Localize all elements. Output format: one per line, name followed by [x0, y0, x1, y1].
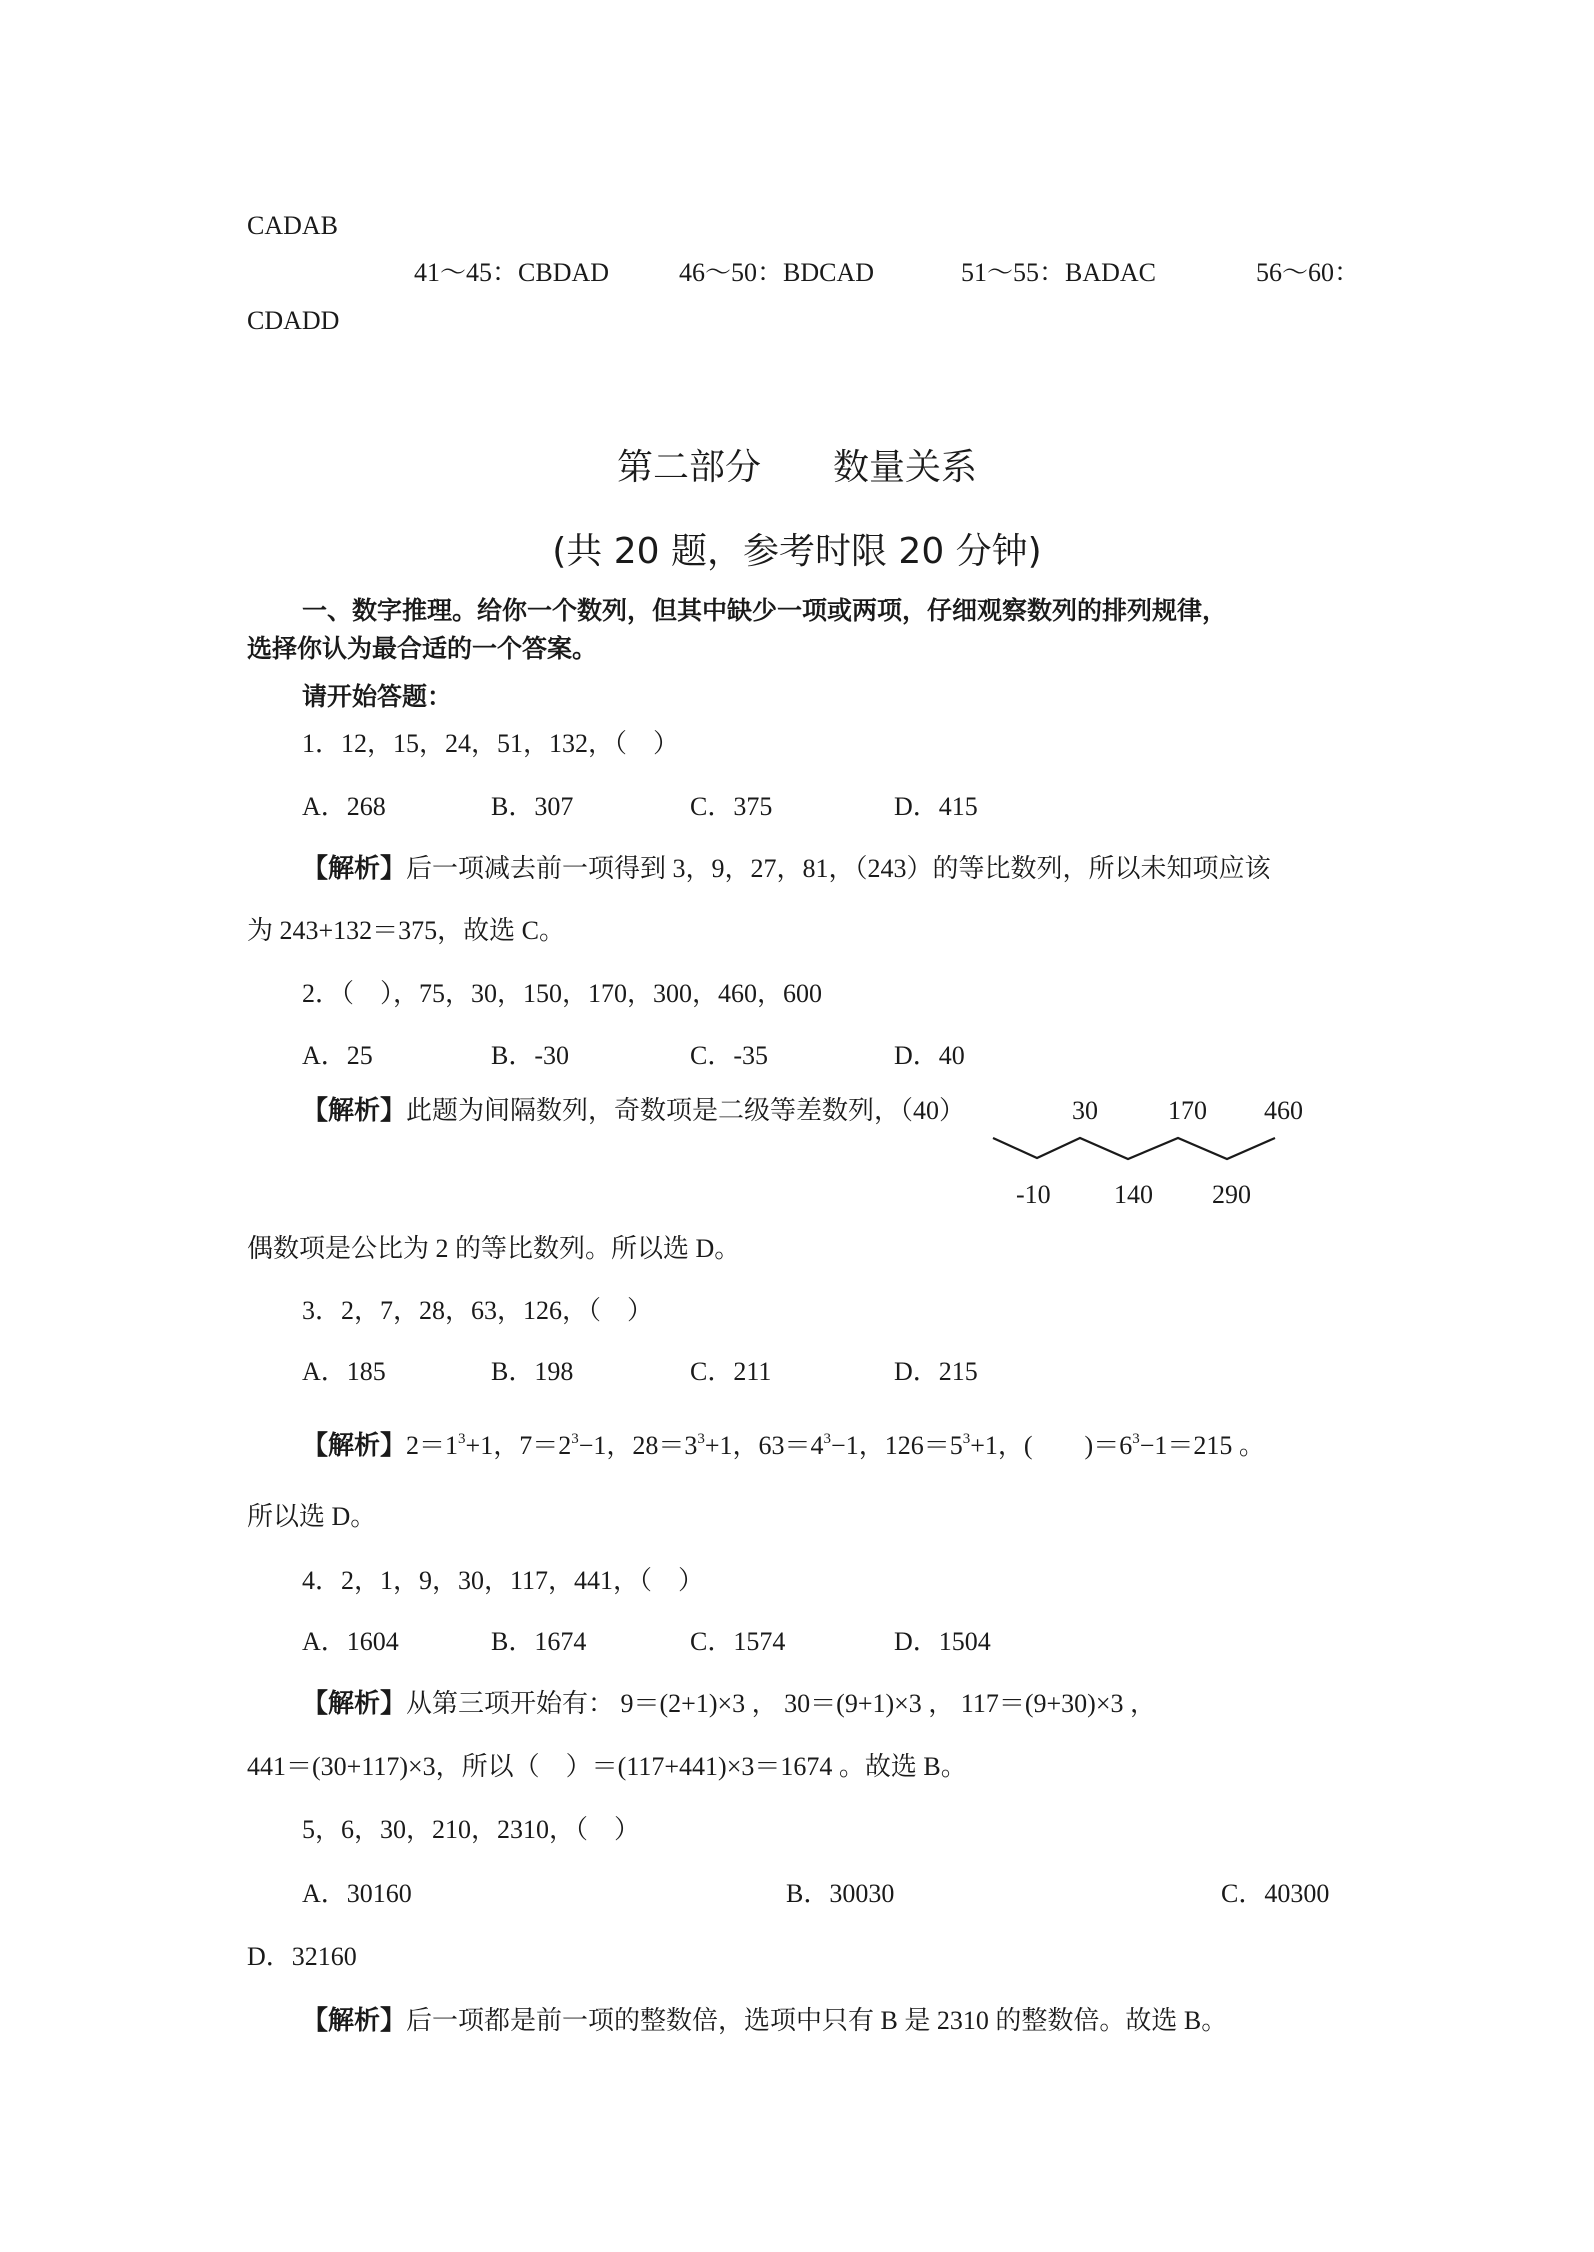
option-b: B．307 — [491, 792, 574, 821]
analysis-line — [302, 1429, 1265, 1463]
exponent: 3 — [962, 1431, 971, 1447]
start-prompt: 请开始答题： — [302, 682, 453, 711]
option-b: B．30030 — [786, 1879, 895, 1908]
diagram-bottom-value: -10 — [1016, 1180, 1051, 1209]
analysis-line: 所以选 D。 — [247, 1502, 377, 1531]
option-c: C．1574 — [690, 1627, 786, 1656]
analysis-text: −1，126＝5 — [831, 1431, 963, 1460]
answer-key-line: CDADD — [247, 306, 340, 335]
section-title: 第二部分 数量关系 — [616, 447, 977, 488]
analysis-text: +1，7＝2 — [465, 1431, 572, 1460]
option-c: C．-35 — [690, 1041, 769, 1070]
analysis-text: 从第三项开始有： 9＝(2+1)×3 ， 30＝(9+1)×3 ， 117＝(9+30)×3 ， — [406, 1689, 1156, 1718]
analysis-text: 后一项都是前一项的整数倍，选项中只有 B 是 2310 的整数倍。故选 B。 — [406, 2006, 1228, 2035]
answer-letters: BDCAD — [783, 258, 875, 287]
diagram-top-value: 30 — [1072, 1096, 1098, 1125]
option-a: A．268 — [302, 792, 386, 821]
option-c: C．211 — [690, 1357, 772, 1386]
analysis-line: 为 243+132＝375，故选 C。 — [247, 916, 566, 945]
option-b: B．198 — [491, 1357, 574, 1386]
exponent: 3 — [571, 1431, 579, 1447]
instructions-line: 一、数字推理。给你一个数列，但其中缺少一项或两项，仔细观察数列的排列规律， — [302, 596, 1228, 625]
exponent: 3 — [1132, 1431, 1140, 1447]
answer-key-group — [961, 256, 1156, 290]
analysis-text: −1＝215 。 — [1139, 1431, 1265, 1460]
question-stem: 5，6，30，210，2310，（ ） — [302, 1815, 641, 1844]
analysis-line — [302, 852, 1271, 886]
exponent: 3 — [823, 1431, 832, 1447]
section-subtitle: (共 20 题，参考时限 20 分钟) — [552, 531, 1042, 572]
question-stem: 1．12，15，24，51，132，（ ） — [302, 729, 680, 758]
answer-key-group — [679, 256, 874, 290]
analysis-text: 此题为间隔数列，奇数项是二级等差数列，（40） — [406, 1096, 966, 1125]
option-d: D．1504 — [894, 1627, 991, 1656]
answer-range: 51～55： — [961, 258, 1066, 287]
analysis-text: −1，28＝3 — [578, 1431, 698, 1460]
instructions-line: 选择你认为最合适的一个答案。 — [247, 634, 598, 663]
diagram-top-value: 170 — [1168, 1096, 1207, 1125]
option-c: C．375 — [690, 792, 773, 821]
option-a: A．185 — [302, 1357, 386, 1386]
analysis-text: 2＝1 — [406, 1431, 459, 1460]
answer-range: 56～60： — [1256, 258, 1361, 287]
exponent: 3 — [458, 1431, 466, 1447]
analysis-label: 【解析】 — [302, 2006, 407, 2035]
diagram-bottom-value: 140 — [1114, 1180, 1153, 1209]
diagram-bottom-value: 290 — [1212, 1180, 1251, 1209]
analysis-line: 偶数项是公比为 2 的等比数列。所以选 D。 — [247, 1234, 741, 1263]
option-c: C．40300 — [1221, 1879, 1330, 1908]
analysis-line — [302, 1094, 965, 1128]
analysis-line — [302, 2004, 1227, 2038]
difference-zigzag-diagram — [985, 1130, 1285, 1170]
analysis-text: +1，( )＝6 — [970, 1431, 1133, 1460]
diagram-top-value: 460 — [1264, 1096, 1303, 1125]
option-b: B．-30 — [491, 1041, 570, 1070]
option-d: D．32160 — [247, 1942, 357, 1971]
analysis-label: 【解析】 — [302, 1096, 407, 1125]
question-stem: 3．2，7，28，63，126，（ ） — [302, 1296, 654, 1325]
option-a: A．25 — [302, 1041, 373, 1070]
option-d: D．40 — [894, 1041, 965, 1070]
question-stem: 4．2，1，9，30，117，441，（ ） — [302, 1566, 705, 1595]
option-a: A．30160 — [302, 1879, 412, 1908]
analysis-label: 【解析】 — [302, 854, 407, 883]
analysis-text: 后一项减去前一项得到 3，9，27，81，（243）的等比数列，所以未知项应该 — [406, 854, 1271, 883]
answer-key-group — [414, 256, 609, 290]
answer-range: 41～45： — [414, 258, 519, 287]
option-a: A．1604 — [302, 1627, 399, 1656]
option-d: D．215 — [894, 1357, 978, 1386]
zigzag-line — [993, 1138, 1275, 1159]
answer-range: 46～50： — [679, 258, 784, 287]
analysis-line — [302, 1687, 1156, 1721]
analysis-label: 【解析】 — [302, 1431, 407, 1460]
analysis-line: 441＝(30+117)×3，所以（ ）＝(117+441)×3＝1674 。故选 B。 — [247, 1752, 967, 1781]
answer-letters: CBDAD — [518, 258, 610, 287]
analysis-label: 【解析】 — [302, 1689, 407, 1718]
option-d: D．415 — [894, 792, 978, 821]
answer-letters: BADAC — [1065, 258, 1157, 287]
analysis-text: +1，63＝4 — [704, 1431, 824, 1460]
exponent: 3 — [697, 1431, 705, 1447]
answer-key-line: CADAB — [247, 211, 339, 240]
question-stem: 2．（ ），75，30，150，170，300，460，600 — [302, 979, 823, 1008]
answer-key-group — [1256, 256, 1360, 290]
option-b: B．1674 — [491, 1627, 587, 1656]
